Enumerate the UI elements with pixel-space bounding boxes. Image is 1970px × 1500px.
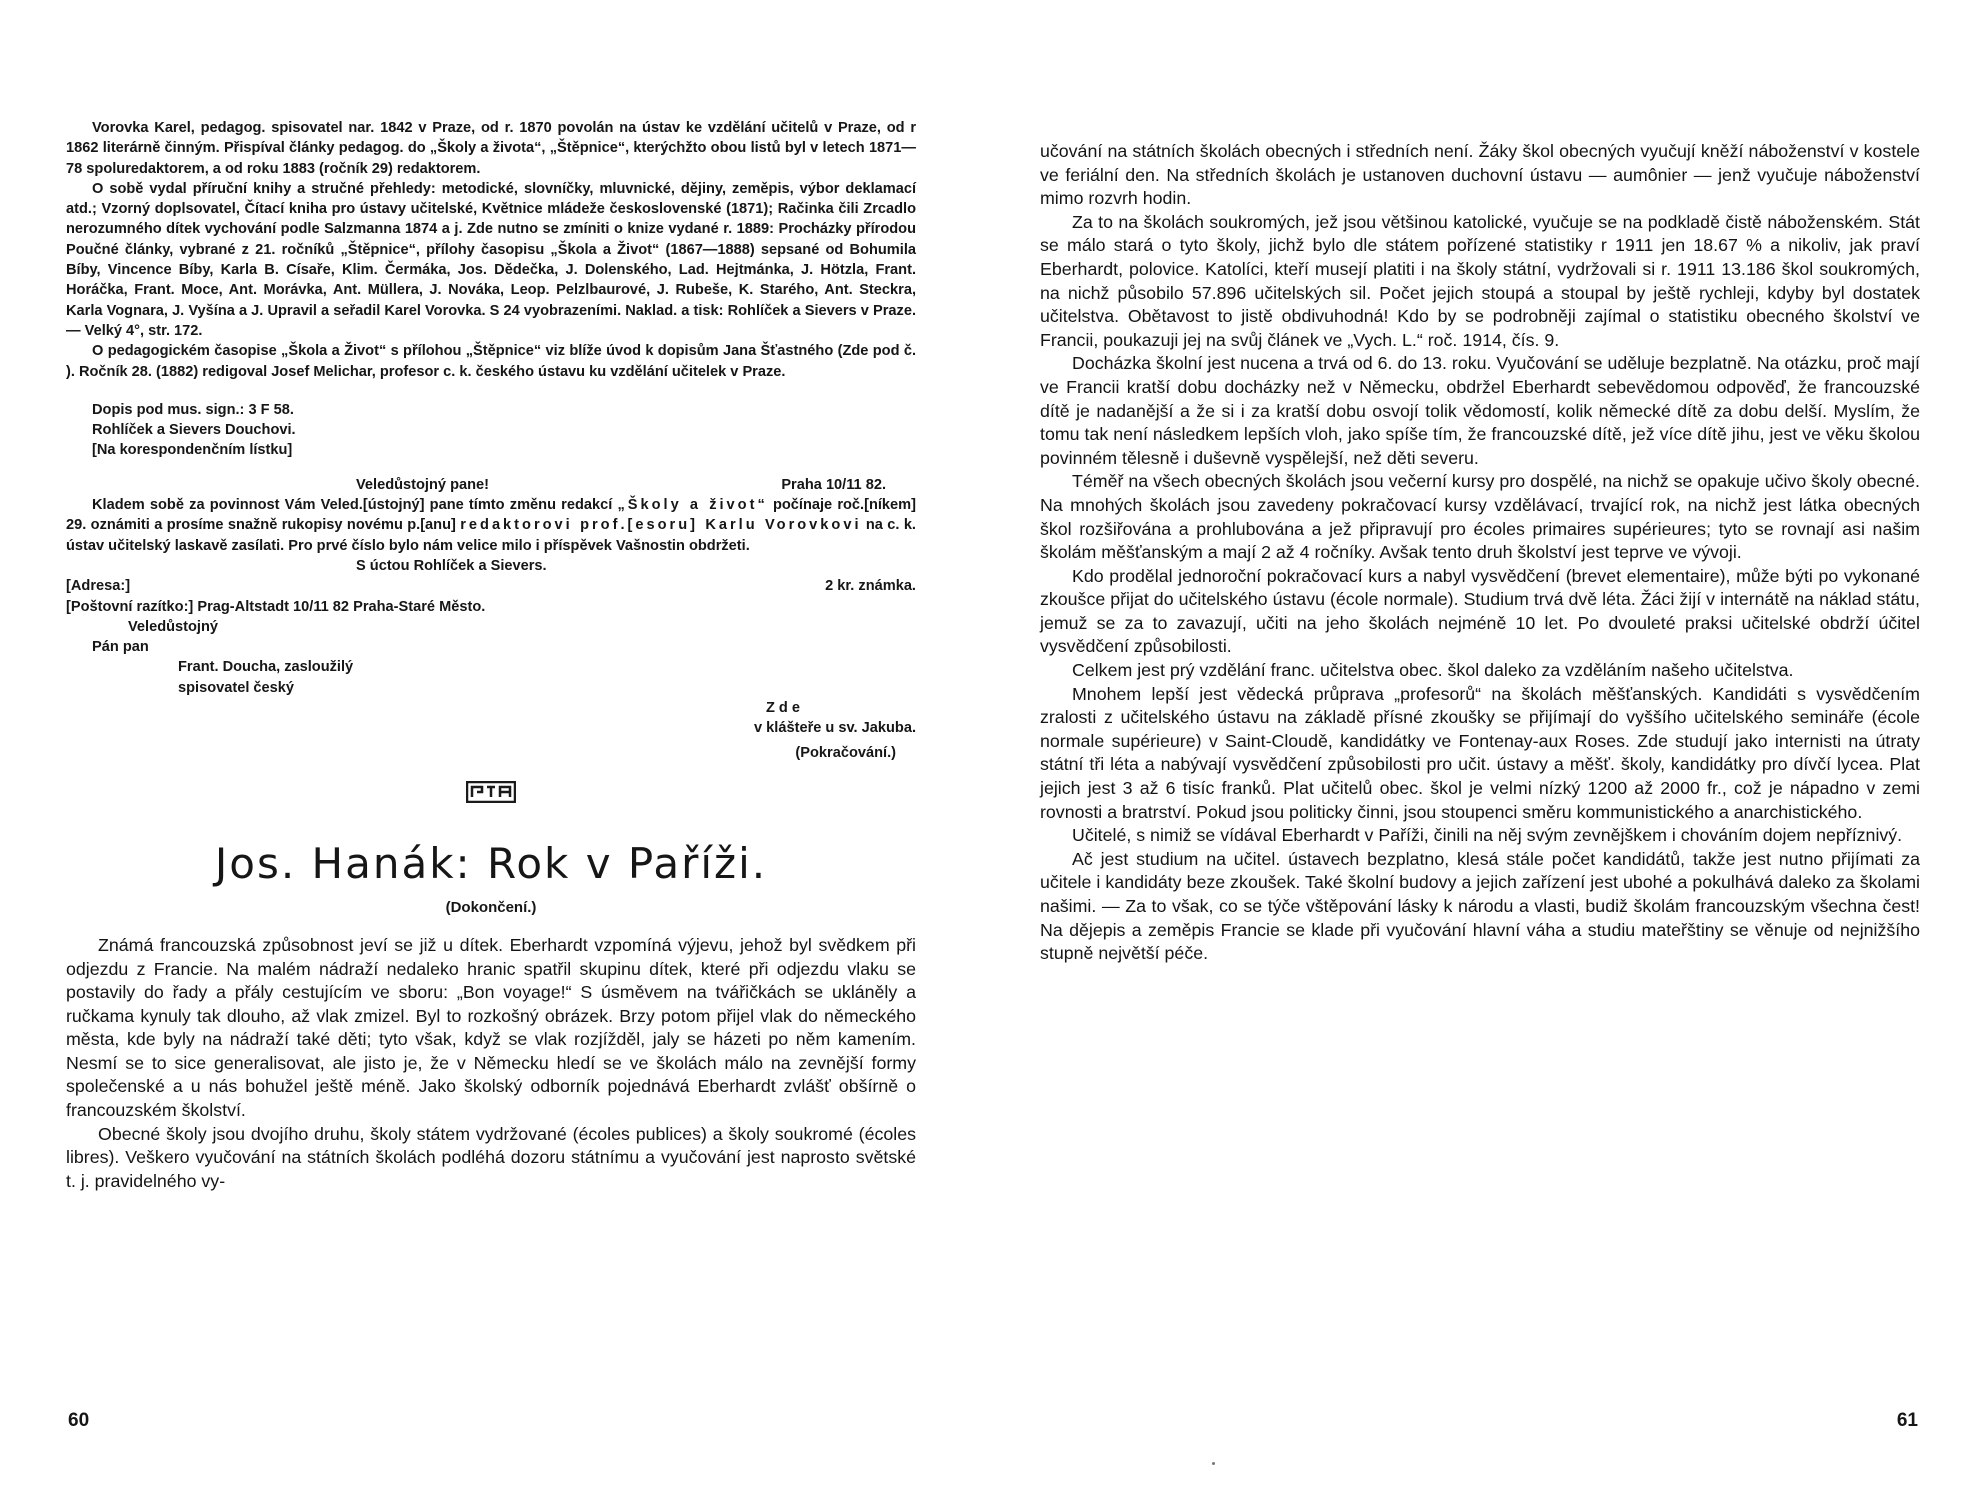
letter-closing: S úctou Rohlíček a Sievers. <box>356 557 547 574</box>
print-speck <box>1212 1462 1215 1465</box>
letter-body-part: Kladem sobě za povinnost Vám Veled.[ústojný] pane tímto změnu redakcí <box>92 497 618 514</box>
article-paragraph: Docházka školní jest nucena a trvá od 6. do 13. roku. Vyučování se uděluje bezplatně. Na otázku, proč mají ve Francii kratší dobu docházky než v Německu, obdržel Eberhardt sebevědomou odpověď, že francouzské dítě je nadanější a že si i za kratší dobu osvojí tolik vědomostí, kolik německé dítě za dobu delší. Myslím, že tomu tak není následkem lepších vloh, jako spíše tím, že francouzské dítě, jež více dítě jihu, jest ve věku školou povinném tělesně i duševně vyspělejší, než děti severu. <box>1040 353 1920 468</box>
letter-greeting-row <box>66 475 916 495</box>
article-paragraph: Ač jest studium na učitel. ústavech bezplatno, klesá stále počet kandidátů, takže jest nutno přijímati za učitele i kandidáty beze zkoušek. Také školní budovy a jejich zařízení jest ubohé a pokulhává daleko za školami našimi. — Za to však, co se týče vštěpování lásky k národu a vlasti, budiž školám francouzským všechna čest! Na dějepis a zeměpis Francie se klade při vyučování hlavní váha a studiu mateřštiny se věnuje od nejnižšího stupně největší péče. <box>1040 848 1920 964</box>
letter-body-spaced-title: „Školy a život“ <box>617 497 768 514</box>
continuation-note: (Pokračování.) <box>795 744 896 761</box>
journal-entry-paragraph: O pedagogickém časopise „Škola a Život“ s přílohou „Štěpnice“ viz blíže úvod k dopisům Jana Šťastného (Zde pod č. ). Ročník 28. (1882) redigoval Josef Melichar, profesor c. k. českého ústavu ku vzdělání učitelek v Praze. <box>66 343 916 380</box>
letter-addressee-city: Zde <box>766 700 804 717</box>
article-title: Jos. Hanák: Rok v Paříži. <box>214 838 768 888</box>
letter-body <box>66 495 916 556</box>
spacer <box>66 461 916 475</box>
letter <box>66 400 916 763</box>
article-paragraph: Téměř na všech obecných školách jsou večerní kursy pro dospělé, na nichž se opakuje učivo školy obecné. Na mnohých školách jsou zavedeny pokračovací kursy vzdělávací, trvající rok, na nichž jest látka obecných škol rozšiřována a prohlubována a jež připravují pro écoles primaires supérieures; tyto se rovnají asi našim školám měšťanským a mají 2 až 4 ročníky. Avšak tento druh školství jest teprve ve vývoji. <box>1040 471 1920 563</box>
article-header <box>66 781 916 916</box>
left-page-column <box>66 118 916 1193</box>
article-paragraph: Obecné školy jsou dvojího druhu, školy státem vydržované (écoles publices) a školy soukromé (écoles libres). Veškero vyučování na státních školách podléhá dozoru státnímu a vyučování jest naprosto světské t. j. pravidelného vy- <box>66 1123 916 1191</box>
letter-greeting: Veledůstojný pane! <box>356 476 489 493</box>
ornament-icon <box>466 781 516 807</box>
letter-stamp: 2 kr. známka. <box>825 578 916 595</box>
letter-heading-parties: Rohlíček a Sievers Douchovi. <box>92 422 296 439</box>
letter-address-label: [Adresa:] <box>66 578 131 595</box>
article-paragraph: Celkem jest prý vzdělání franc. učitelstva obec. škol daleko za vzděláním našeho učitelstva. <box>1072 660 1794 681</box>
letter-addressee-title: Veledůstojný <box>128 618 219 635</box>
letter-addressee-salutation: Pán pan <box>92 639 149 656</box>
letter-addressee-role: spisovatel český <box>178 679 295 696</box>
page-number: 60 <box>68 1410 90 1431</box>
letter-heading-signature: Dopis pod mus. sign.: 3 F 58. <box>92 401 294 418</box>
article-subtitle: (Dokončení.) <box>445 898 537 916</box>
letter-place-date: Praha 10/11 82. <box>781 476 886 493</box>
letter-heading-medium: [Na korespondenčním lístku] <box>92 442 293 459</box>
article-paragraph: Kdo prodělal jednoroční pokračovací kurs a nabyl vysvědčení (brevet elementaire), může býti po vykonané zkoušce přijat do učitelského ústavu (école normale). Studium trvá dvě léta. Žáci žijí v internátě na náklad státu, jemuž se za to zavazují, učiti na jeho školách nejméně 10 let. Po dvouleté praksi učitelské obdrží účitel vysvědčení způsobilosti. <box>1040 565 1920 657</box>
right-page-column <box>1040 140 1920 966</box>
article-paragraph: Za to na školách soukromých, jež jsou většinou katolické, vyučuje se na podkladě čistě náboženském. Stát se málo stará o tyto školy, jichž bylo dle státem pořízené statistiky r 1911 jen 18.67 % a nikoliv, jak praví Eberhardt, polovice. Katolíci, kteří musejí platiti i na školy státní, vydržovali si r. 1911 13.186 škol soukromých, na nichž působilo 57.896 učitelských sil. Počet jejich stoupá a stoupal by ještě rychleji, kdyby byl dostatek učitelstva. Obětavost to jistě obdivuhodná! Kdo by se podrobněji zajímal o statistiku obecného školství ve Francii, poukazuji jej na svůj článek ve „Vych. L.“ roč. 1914, čís. 9. <box>1040 211 1920 350</box>
letter-addressee-place: v klášteře u sv. Jakuba. <box>754 720 916 737</box>
letter-body-part: počínaje roč.[níkem] 29. oznámiti a prosíme snažně rukopisy novému p.[anu] <box>66 497 916 534</box>
article-paragraph: Mnohem lepší jest vědecká průprava „profesorů“ na školách měšťanských. Kandidáti s vysvědčením zralosti z učitelského ústavu na základě přísné zkoušky se přijímají do vyššího učitelského semináře (école normale supérieure) v Saint-Cloudě, kandidátky ve Fontenay-aux Roses. Zde studují jako internisti na útraty státní tři léta a nabývají vysvědčení způsobilosti pro učit. ústavy a měšť. školy, kandidátky pro dívčí lycea. Plat jejich jest 3 až 6 tisíc franků. Plat učitelů obec. škol je velmi nízký 1200 až 2000 fr., což je nápadno v zemi rovnosti a bratrství. Pokud jsou politicky činni, jsou stoupenci směru kommunistického a anarchistického. <box>1040 683 1920 822</box>
letter-body-part: na c. k. ústav učitelský laskavě zasílati. Pro prvé číslo bylo nám velice milo i příspěvek Vašnostin obdržeti. <box>66 517 916 554</box>
spacer <box>66 382 916 400</box>
article-paragraph: učování na státních školách obecných i středních není. Žáky škol obecných vyučují kněží náboženství v kostele ve feriální den. Na středních školách je ustanoven duchovní ústavu — aumônier — jenž vyučuje náboženství mimo rozvrh hodin. <box>1040 141 1920 209</box>
page-number: 61 <box>1896 1410 1918 1431</box>
letter-postmark: [Poštovní razítko:] Prag-Altstadt 10/11 82 Praha-Staré Město. <box>66 598 486 615</box>
article-paragraph: Známá francouzská způsobnost jeví se již u dítek. Eberhardt vzpomíná výjevu, jehož byl svědkem při odjezdu z Francie. Na malém nádraží nedaleko hranic spatřil skupinu dítek, které při odjezdu vlaku se postavily do řady a přály cestujícím ve sboru: „Bon voyage!“ S úsměvem na tvářičkách se ukláněly a ručkama kynuly tak dlouho, až vlak zmizel. Byl to rozkošný obrázek. Brzy potom přijel vlak do německého města, kde byly na nádraží také děti; tyto však, když se vlak rozjížděl, jaly se házeti po něm kamením. Nesmí se to sice generalisovat, ale jisto je, že v Německu hledí se ve školách málo na zevnější formy společenské a u nás bohužel ještě méně. Jako školský odborník pojednává Eberhardt zvlášť obšírně o francouzském školství. <box>66 934 916 1121</box>
letter-body-spaced-name: redaktorovi prof.[esoru] Karlu Vorovkovi <box>460 517 862 534</box>
article-paragraph: Učitelé, s nimiž se vídával Eberhardt v Paříži, činili na něj svým zevnějškem i chováním dojem nepříznivý. <box>1072 825 1903 846</box>
right-page <box>985 0 1970 1500</box>
letter-addressee-name: Frant. Doucha, zasloužilý <box>178 659 354 676</box>
biography-entry-paragraph: Vorovka Karel, pedagog. spisovatel nar. 1842 v Praze, od r. 1870 povolán na ústav ke vzdělání učitelů v Praze, od r 1862 literárně činným. Přispíval články pedagog. do „Školy a života“, „Štěpnice“, kterýchžto obou listů byl v letech 1871—78 spoluredaktorem, a od roku 1883 (ročník 29) redaktorem. <box>66 120 916 177</box>
letter-address-row <box>66 576 916 596</box>
works-entry-paragraph: O sobě vydal příruční knihy a stručné přehledy: metodické, slovníčky, mluvnické, dějiny, zeměpis, výbor deklamací atd.; Vzorný doplsovatel, Čítací kniha pro ústavy učitelské, Květnice mládeže československé (1871); Račinka čili Zrcadlo nerozumného dítek vychování podle Salzmanna 1874 a j. Zde nutno se zmíniti o knize vydané r. 1889: Procházky přírodou Poučné články, vybrané z 21. ročníků „Štěpnice“, přílohy časopisu „Škola a Život“ (1867—1888) sepsané od Bohumila Bíby, Vincence Bíby, Karla B. Císaře, Klim. Čermáka, Jos. Dědečka, J. Dolenského, Lad. Hejtmánka, J. Hötzla, Frant. Horáčka, Frant. Moce, Ant. Morávka, Ant. Müllera, J. Nováka, Leop. Pelzlbaurové, J. Rubeše, K. Starého, Ant. Steckra, Karla Vognara, J. Vyšína a J. Upravil a seřadil Karel Vorovka. S 24 vyobrazeními. Naklad. a tisk: Rohlíček a Sievers v Praze. — Velký 4°, str. 172. <box>66 180 916 339</box>
